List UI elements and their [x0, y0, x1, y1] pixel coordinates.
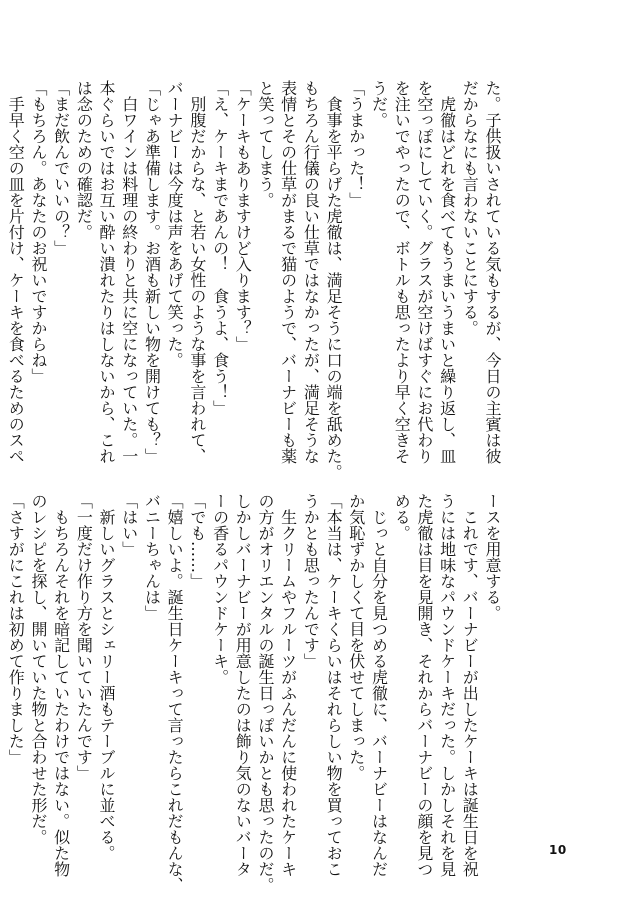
text-line: これです、バーナビーが出したケーキは誕生日を祝	[460, 493, 480, 877]
text-line: 別腹だからな、と若い女性のような事を言われて、	[187, 80, 207, 464]
text-line: 「もちろん。あなたのお祝いですからね」	[28, 80, 48, 384]
text-line: 「うまかった！」	[346, 80, 366, 208]
text-line: の方がオリエンタルの誕生日っぽいかとも思ったのだ。	[255, 493, 275, 893]
text-line: 「じゃあ準備します。お酒も新しい物を開けても？」	[142, 80, 162, 464]
text-line: 「え、ケーキまであんの！ 食うよ、食う！」	[210, 80, 230, 416]
text-line: 「本当は、ケーキくらいはそれらしい物を買っておこ	[324, 493, 344, 877]
text-line: うには地味なパウンドケーキだった。しかしそれを見	[437, 493, 457, 877]
text-line: 本ぐらいではお互い酔い潰れたりはしないから、これ	[97, 80, 117, 464]
text-line: める。	[392, 493, 412, 541]
text-line: しかしバーナビーが用意したのは飾り気のないバータ	[233, 493, 253, 877]
text-line: た虎徹は目を見開き、それからバーナビーの顔を見つ	[414, 493, 434, 877]
text-line: 食事を平らげた虎徹は、満足そうに口の端を舐めた。	[324, 80, 344, 480]
page-number: 10	[549, 843, 567, 857]
text-line: ースを用意する。	[483, 493, 502, 621]
text-line: バニーちゃんは」	[142, 493, 162, 621]
text-line: 「まだ飲んでいいの？」	[51, 80, 71, 256]
text-line: 「嬉しいよ。誕生日ケーキって言ったらこれだもんな、	[165, 493, 185, 893]
text-line: ーの香るパウンドケーキ。	[210, 493, 230, 685]
text-line: を注いでやったので、ボトルも思ったより早く空きそ	[392, 80, 412, 464]
text-line: うかとも思ったんです」	[301, 493, 321, 669]
text-line: うだ。	[369, 80, 389, 128]
text-line: 生クリームやフルーツがふんだんに使われたケーキ	[278, 493, 298, 877]
upper-text-block	[6, 80, 503, 480]
text-line: た。子供扱いされている気もするが、今日の主賓は彼	[483, 80, 502, 464]
text-line: もちろんそれを暗記していたわけではない。似た物	[51, 493, 71, 877]
text-line: 新しいグラスとシェリー酒もテーブルに並べる。	[97, 493, 117, 861]
text-line: 手早く空の皿を片付け、ケーキを食べるためのスペ	[6, 80, 26, 464]
text-line: バーナビーは今度は声をあげて笑った。	[165, 80, 185, 368]
lower-text-block	[6, 493, 503, 893]
text-line: 「さすがにこれは初めて作りました」	[6, 493, 26, 765]
text-line: と笑ってしまう。	[255, 80, 275, 208]
text-line: 「でも……」	[187, 493, 207, 589]
text-line: 白ワインは料理の終わりと共に空になっていた。一	[119, 80, 139, 464]
text-line: 表情とその仕草がまるで猫のようで、バーナビーも薬	[278, 80, 298, 464]
text-line: 「ケーキもありますけど入ります？」	[233, 80, 253, 352]
text-line: 「一度だけ作り方を聞いていたんです」	[74, 493, 94, 781]
text-line: じっと自分を見つめる虎徹に、バーナビーはなんだ	[369, 493, 389, 877]
text-line: 「はい」	[119, 493, 139, 557]
text-line: 虎徹はどれを食べてもうまいうまいと繰り返し、皿	[437, 80, 457, 464]
text-line: か気恥ずかしくて目を伏せてしまった。	[346, 493, 366, 781]
text-line: もちろん行儀の良い仕草ではなかったが、満足そうな	[301, 80, 321, 464]
text-line: のレシピを探し、開いていた物と合わせた形だ。	[28, 493, 48, 845]
text-line: は念のための確認だ。	[74, 80, 94, 240]
text-line: だからなにも言わないことにする。	[460, 80, 480, 336]
text-line: を空っぽにしていく。グラスが空けばすぐにお代わり	[414, 80, 434, 464]
